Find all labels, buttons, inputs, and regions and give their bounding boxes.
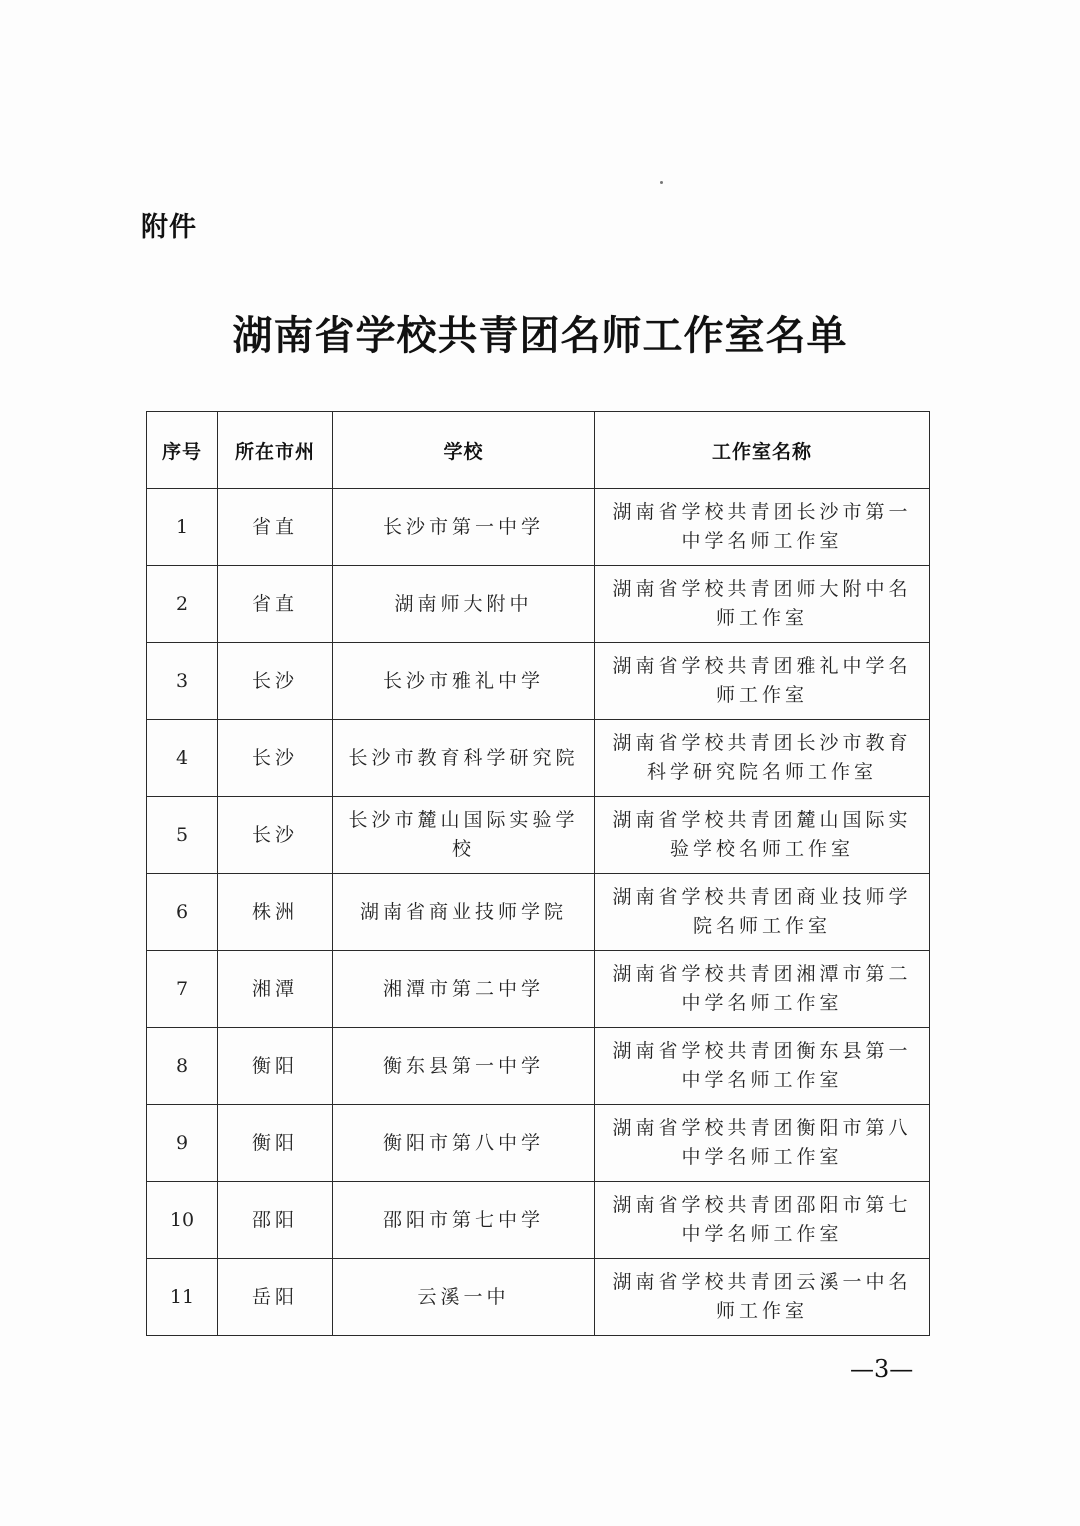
header-number: 序号 bbox=[147, 412, 218, 489]
table-row bbox=[147, 1028, 930, 1105]
cell-number: 11 bbox=[147, 1259, 218, 1336]
cell-studio-name: 湖南省学校共青团衡阳市第八中学名师工作室 bbox=[595, 1105, 930, 1182]
cell-school: 湘潭市第二中学 bbox=[333, 951, 595, 1028]
page-number: —3— bbox=[850, 1355, 914, 1383]
cell-city: 衡阳 bbox=[218, 1105, 333, 1182]
cell-city: 省直 bbox=[218, 489, 333, 566]
header-studio-name: 工作室名称 bbox=[595, 412, 930, 489]
cell-number: 1 bbox=[147, 489, 218, 566]
cell-number: 8 bbox=[147, 1028, 218, 1105]
cell-studio-name: 湖南省学校共青团湘潭市第二中学名师工作室 bbox=[595, 951, 930, 1028]
cell-school: 长沙市第一中学 bbox=[333, 489, 595, 566]
cell-school: 长沙市麓山国际实验学校 bbox=[333, 797, 595, 874]
cell-studio-name: 湖南省学校共青团云溪一中名师工作室 bbox=[595, 1259, 930, 1336]
cell-studio-name: 湖南省学校共青团长沙市教育科学研究院名师工作室 bbox=[595, 720, 930, 797]
table-row bbox=[147, 1259, 930, 1336]
cell-school: 衡东县第一中学 bbox=[333, 1028, 595, 1105]
table-row bbox=[147, 874, 930, 951]
studio-roster-table bbox=[146, 411, 930, 1336]
cell-city: 邵阳 bbox=[218, 1182, 333, 1259]
cell-number: 7 bbox=[147, 951, 218, 1028]
cell-city: 湘潭 bbox=[218, 951, 333, 1028]
cell-city: 长沙 bbox=[218, 643, 333, 720]
cell-number: 5 bbox=[147, 797, 218, 874]
table-row bbox=[147, 951, 930, 1028]
cell-number: 9 bbox=[147, 1105, 218, 1182]
cell-number: 2 bbox=[147, 566, 218, 643]
cell-studio-name: 湖南省学校共青团雅礼中学名师工作室 bbox=[595, 643, 930, 720]
cell-school: 湖南省商业技师学院 bbox=[333, 874, 595, 951]
cell-studio-name: 湖南省学校共青团麓山国际实验学校名师工作室 bbox=[595, 797, 930, 874]
table-row bbox=[147, 1182, 930, 1259]
table-row bbox=[147, 566, 930, 643]
table-row bbox=[147, 720, 930, 797]
cell-studio-name: 湖南省学校共青团师大附中名师工作室 bbox=[595, 566, 930, 643]
cell-city: 长沙 bbox=[218, 797, 333, 874]
table-row bbox=[147, 797, 930, 874]
attachment-label: 附件 bbox=[141, 212, 197, 243]
cell-number: 3 bbox=[147, 643, 218, 720]
table-row bbox=[147, 489, 930, 566]
cell-number: 4 bbox=[147, 720, 218, 797]
cell-city: 株洲 bbox=[218, 874, 333, 951]
cell-city: 省直 bbox=[218, 566, 333, 643]
cell-number: 6 bbox=[147, 874, 218, 951]
cell-studio-name: 湖南省学校共青团衡东县第一中学名师工作室 bbox=[595, 1028, 930, 1105]
cell-studio-name: 湖南省学校共青团长沙市第一中学名师工作室 bbox=[595, 489, 930, 566]
cell-school: 邵阳市第七中学 bbox=[333, 1182, 595, 1259]
cell-city: 长沙 bbox=[218, 720, 333, 797]
cell-studio-name: 湖南省学校共青团邵阳市第七中学名师工作室 bbox=[595, 1182, 930, 1259]
cell-school: 云溪一中 bbox=[333, 1259, 595, 1336]
header-city: 所在市州 bbox=[218, 412, 333, 489]
cell-school: 湖南师大附中 bbox=[333, 566, 595, 643]
table-header-row bbox=[147, 412, 930, 489]
cell-studio-name: 湖南省学校共青团商业技师学院名师工作室 bbox=[595, 874, 930, 951]
table-row bbox=[147, 643, 930, 720]
cell-city: 衡阳 bbox=[218, 1028, 333, 1105]
cell-school: 长沙市教育科学研究院 bbox=[333, 720, 595, 797]
document-title: 湖南省学校共青团名师工作室名单 bbox=[232, 312, 848, 359]
cell-school: 衡阳市第八中学 bbox=[333, 1105, 595, 1182]
table-row bbox=[147, 1105, 930, 1182]
scan-speck bbox=[660, 181, 663, 184]
cell-number: 10 bbox=[147, 1182, 218, 1259]
header-school: 学校 bbox=[333, 412, 595, 489]
cell-school: 长沙市雅礼中学 bbox=[333, 643, 595, 720]
table-body bbox=[147, 489, 930, 1336]
cell-city: 岳阳 bbox=[218, 1259, 333, 1336]
